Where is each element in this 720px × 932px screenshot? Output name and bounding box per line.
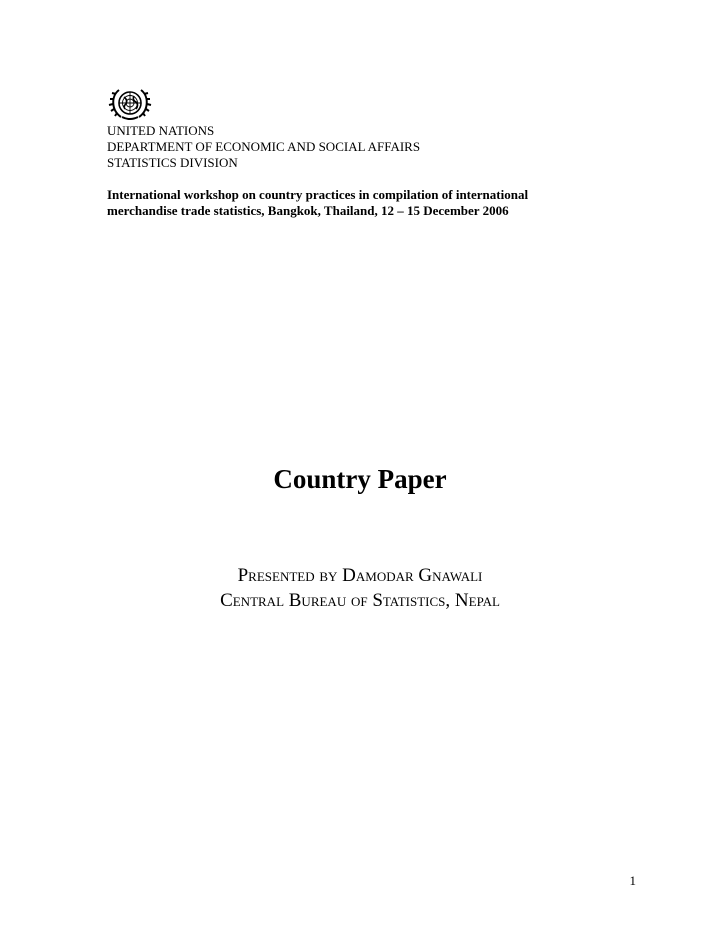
presenter-block (0, 563, 720, 613)
page-number: 1 (629, 873, 636, 888)
organization-header (107, 123, 420, 171)
workshop-description (107, 187, 627, 219)
un-emblem-icon (107, 84, 153, 122)
org-line-division: STATISTICS DIVISION (107, 155, 238, 170)
presenter-name: Presented by Damodar Gnawali (237, 565, 483, 586)
org-line-un: UNITED NATIONS (107, 123, 215, 138)
document-title: Country Paper (273, 464, 447, 494)
presenter-affiliation: Central Bureau of Statistics, Nepal (220, 590, 500, 611)
workshop-line-2: merchandise trade statistics, Bangkok, Thailand, 12 – 15 December 2006 (107, 203, 509, 218)
org-line-department: DEPARTMENT OF ECONOMIC AND SOCIAL AFFAIRS (107, 139, 421, 154)
workshop-line-1: International workshop on country practices in compilation of international (107, 187, 529, 202)
